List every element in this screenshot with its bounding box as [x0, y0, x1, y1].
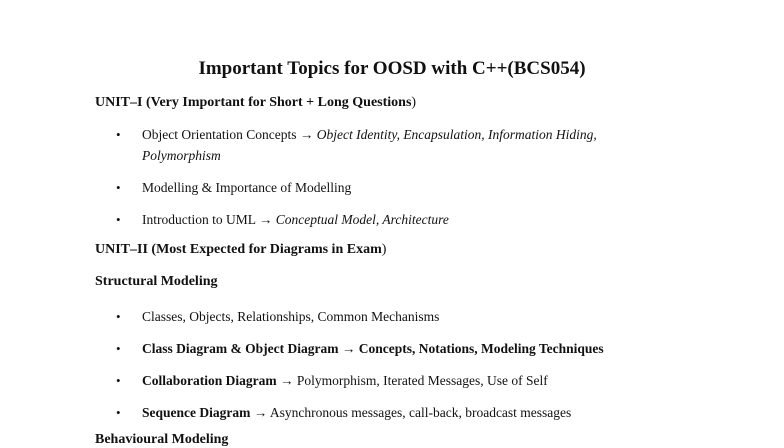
item-text: → Polymorphism, Iterated Messages, Use of Self: [276, 373, 548, 388]
bullet-icon: •: [116, 309, 121, 324]
unit2-heading-tail: ): [381, 242, 387, 257]
unit1-heading-tail: ): [411, 95, 417, 110]
item-text: Object Orientation Concepts →: [142, 127, 317, 142]
list-item: [116, 338, 662, 359]
unit2-heading: [95, 242, 386, 258]
unit1-heading-text: UNIT–I (Very Important for Short + Long Questions: [95, 95, 412, 110]
item-italic: Conceptual Model, Architecture: [275, 212, 449, 227]
bullet-icon: •: [116, 341, 121, 356]
list-item: [116, 209, 662, 230]
item-text: Classes, Objects, Relationships, Common Mechanisms: [142, 309, 440, 324]
list-item: [116, 124, 662, 166]
item-bold: Sequence Diagram: [142, 405, 251, 420]
item-text: Modelling & Importance of Modelling: [142, 180, 352, 195]
item-italic: Object Identity, Encapsulation, Information Hiding,: [316, 127, 597, 142]
bullet-icon: •: [116, 373, 121, 388]
list-item: [116, 370, 662, 391]
item-text: → Asynchronous messages, call-back, broadcast messages: [250, 405, 572, 420]
structural-modeling-heading: Structural Modeling: [95, 274, 218, 289]
item-bold: Class Diagram & Object Diagram → Concepts, Notations, Modeling Techniques: [142, 341, 604, 356]
item-text: Introduction to UML →: [142, 212, 276, 227]
bullet-icon: •: [116, 180, 121, 195]
list-item: [116, 402, 662, 423]
unit2-heading-text: UNIT–II (Most Expected for Diagrams in Exam: [95, 242, 382, 257]
item-bold: Collaboration Diagram: [142, 373, 277, 388]
list-item: [116, 306, 662, 327]
bullet-icon: •: [116, 127, 121, 142]
behavioural-modeling-heading: Behavioural Modeling: [95, 432, 229, 447]
bullet-icon: •: [116, 212, 121, 227]
unit1-heading: [95, 95, 416, 111]
bullet-icon: •: [116, 405, 121, 420]
list-item: [116, 177, 662, 198]
page-title: Important Topics for OOSD with C++(BCS054): [198, 58, 586, 79]
item-italic-cont: Polymorphism: [142, 148, 221, 163]
